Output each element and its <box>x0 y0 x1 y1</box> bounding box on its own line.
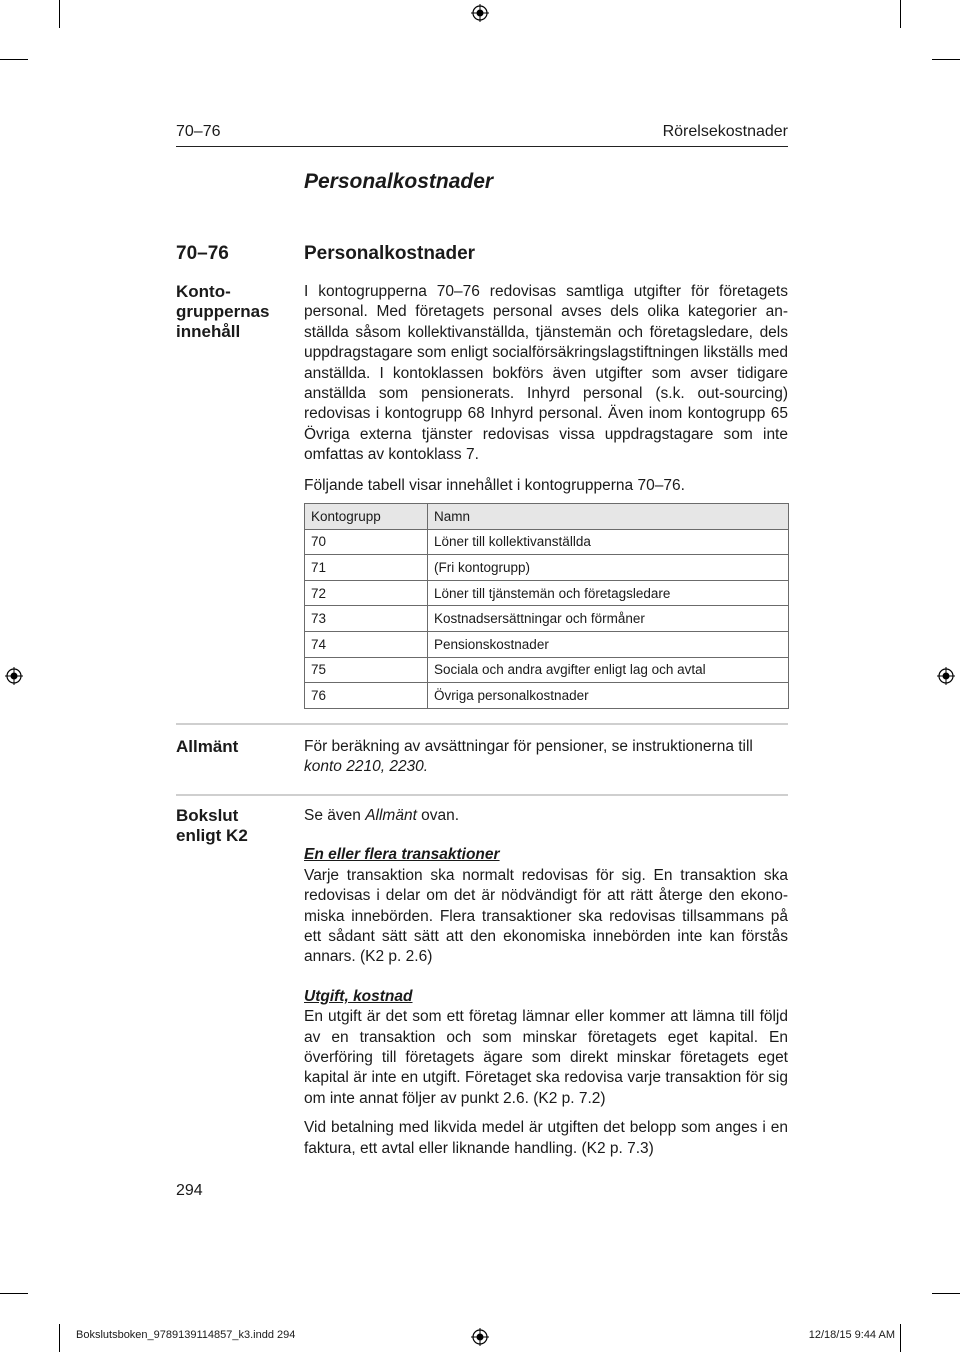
crop-mark <box>900 0 901 28</box>
account-range: 70–76 <box>176 243 229 264</box>
crop-mark <box>0 59 28 60</box>
subheading: Utgift, kostnad <box>304 987 413 1005</box>
account-heading: Personalkostnader <box>304 243 476 264</box>
table-row: 71 (Fri kontogrupp) <box>305 555 789 581</box>
crop-mark <box>59 0 60 28</box>
subheading: En eller flera transaktioner <box>304 846 500 864</box>
column-header: Namn <box>428 504 789 530</box>
section-rule <box>176 794 788 796</box>
crop-mark <box>900 1324 901 1352</box>
registration-mark-icon <box>471 1328 489 1346</box>
table-row: 75 Sociala och andra avgifter enligt lag och avtal <box>305 657 789 683</box>
table-row: 74 Pensionskostnader <box>305 631 789 657</box>
header-page-range: 70–76 <box>176 123 221 140</box>
margin-label-allmant: Allmänt <box>176 737 239 756</box>
table-row: 72 Löner till tjänstemän och företagsledare <box>305 580 789 606</box>
crop-mark <box>59 1324 60 1352</box>
account-description <box>304 282 788 496</box>
header-chapter: Rörelsekostnader <box>662 123 788 140</box>
allmant-text: För beräkning av avsättningar för pensioner, se instruktionerna till konto 2210, 2230. <box>304 738 753 776</box>
header-rule <box>176 146 788 147</box>
paragraph: En utgift är det som ett företag lämnar eller kommer att lämna till följd av en transaktion och som minskar företagets eget kapital. En överföring till företagets ägare som direkt minskar företagets eget kapital är inte en utgift. Företaget ska redovisa varje transaktion för sig om inte annat följer av punkt 2.6. (K2 p. 7.2) <box>304 1008 788 1107</box>
page-number: 294 <box>176 1182 203 1199</box>
column-header: Kontogrupp <box>305 504 428 530</box>
table-row: 76 Övriga personalkostnader <box>305 683 789 709</box>
crop-mark <box>932 59 960 60</box>
table-row: 73 Kostnadsersättningar och förmåner <box>305 606 789 632</box>
paragraph: Följande tabell visar innehållet i kontogrupperna 70–76. <box>304 476 685 494</box>
registration-mark-icon <box>471 4 489 22</box>
bokslut-text <box>304 806 788 1159</box>
crop-mark <box>0 1293 28 1294</box>
footer-file-name: Bokslutsboken_9789139114857_k3.indd 294 <box>76 1329 296 1341</box>
table-header-row <box>305 504 789 530</box>
section-rule <box>176 723 788 725</box>
margin-label-contents: Konto- gruppernas innehåll <box>176 282 270 341</box>
paragraph: Se även Allmänt ovan. <box>304 807 460 824</box>
footer-date: 12/18/15 9:44 AM <box>808 1329 895 1341</box>
paragraph: Vid betalning med likvida medel är utgiften det belopp som anges i en faktura, ett avtal eller liknande handling. (K2 p. 7.3) <box>304 1119 788 1157</box>
account-table <box>304 503 789 709</box>
section-title: Personalkostnader <box>304 170 494 193</box>
paragraph: I kontogrupperna 70–76 redovisas samtliga utgifter för företagets personal. Med företagets personal avses dels olika kategorier anställda såsom kollektivanställda, tjänstemän och företagsledare, dels uppdragstagare som enligt socialförsäkringslagstiftningen likställs med anställda. I kontoklassen bokförs även utgifter som avser tidigare anställda som pensionerats. Inhyrd personal (s.k. out-sourcing) redovisas i kontogrupp 68 Inhyrd personal. Även inom kontogrupp 65 Övriga externa tjänster redovisas vissa uppdragstagare som inte omfattas av kontoklass 7. <box>304 283 788 464</box>
margin-label-bokslut: Bokslut enligt K2 <box>176 806 248 845</box>
paragraph: Varje transaktion ska normalt redovisas för sig. En transaktion ska redovisas i delar om det är nödvändigt för att rätt återge den ekonomiska innebörden. Flera transaktioner ska redovisas tillsammans på ett sådant sätt sätt att den ekonomiska innebörden inte kan förstås annars. (K2 p. 2.6) <box>304 866 788 966</box>
crop-mark <box>932 1293 960 1294</box>
registration-mark-icon <box>5 667 23 685</box>
registration-mark-icon <box>937 667 955 685</box>
table-row: 70 Löner till kollektivanställda <box>305 529 789 555</box>
